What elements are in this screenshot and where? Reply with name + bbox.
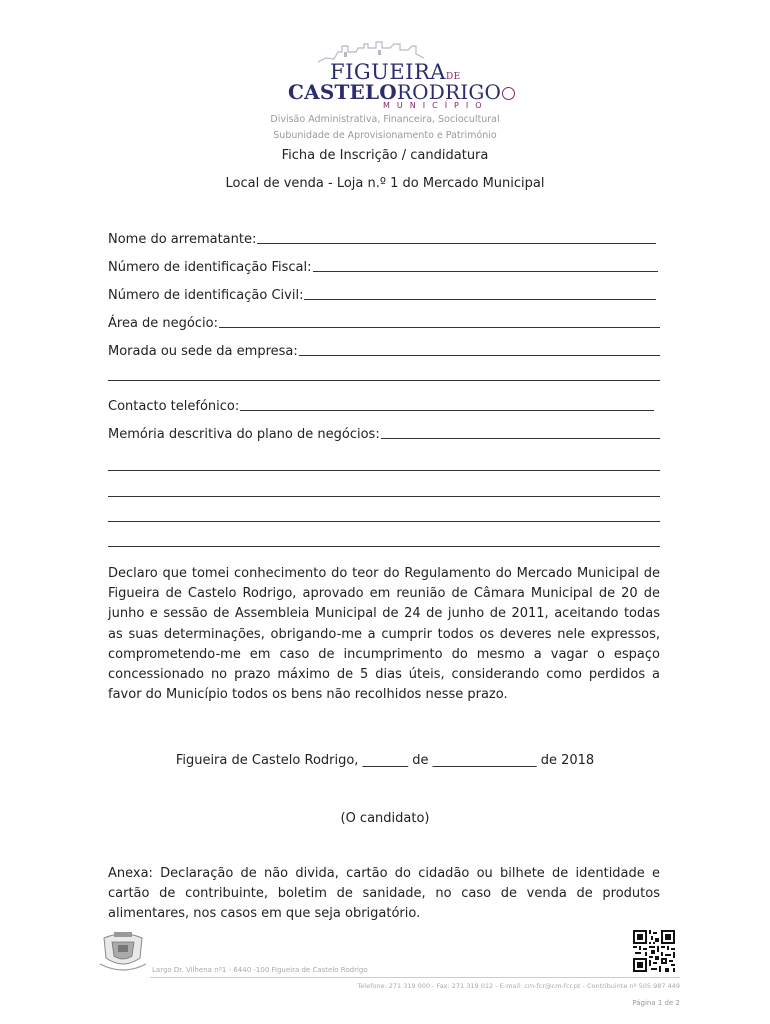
department-line-1: Divisão Administrativa, Financeira, Sociocultural: [270, 114, 500, 125]
field-memoria[interactable]: [108, 424, 660, 442]
fill-line[interactable]: [257, 243, 656, 244]
qr-code-icon: [631, 930, 677, 972]
municipality-logo: [288, 38, 508, 110]
footer-address: Largo Dr. Vilhena nº1 - 6440 -100 Figueira de Castelo Rodrigo: [152, 966, 368, 974]
blank-line[interactable]: [108, 496, 660, 497]
form-title: Ficha de Inscrição / candidatura: [281, 148, 489, 163]
seal-icon: [502, 87, 515, 100]
declaration-paragraph: Declaro que tomei conhecimento do teor do Regulamento do Mercado Municipal de Figueira de Castelo Rodrigo, aprovado em reunião de Câmara Municipal de 20 de junho e sessão de Assembleia Municipal de 24 de junho de 2011, aceitando todas as suas determinações, obrigando-me a cumprir todos os deveres nele expressos, comprometendo-me em caso de incumprimento do mesmo a vagar o espaço concessionado no prazo máximo de 5 dias úteis, considerando como perdidos a favor do Município todos os bens não recolhidos nesse prazo.: [108, 566, 660, 703]
department-line-2: Subunidade de Aprovisionamento e Património: [273, 130, 497, 141]
coat-of-arms-icon: [98, 928, 148, 974]
field-nome-arrematante[interactable]: [108, 229, 656, 247]
fill-line[interactable]: [313, 271, 659, 272]
field-label: Número de identificação Civil:: [108, 288, 304, 303]
fill-line[interactable]: [299, 355, 660, 356]
field-morada[interactable]: [108, 341, 660, 359]
logo-line-castelo-rodrigo: CASTELORODRIGO: [288, 80, 515, 104]
annex-paragraph: Anexa: Declaração de não divida, cartão do cidadão ou bilhete de identidade e cartão de contribuinte, boletim de sanidade, no caso de venda de produtos alimentares, nos casos em que seja obrigatório.: [108, 866, 660, 922]
fill-line[interactable]: [219, 327, 660, 328]
form-subtitle: Local de venda - Loja n.º 1 do Mercado Municipal: [225, 176, 545, 191]
field-nic[interactable]: [108, 285, 656, 303]
footer-divider: [150, 977, 680, 978]
blank-line[interactable]: [108, 380, 660, 381]
blank-line[interactable]: [108, 521, 660, 522]
fill-line[interactable]: [304, 299, 656, 300]
fill-line[interactable]: [381, 438, 660, 439]
field-label: Nome do arrematante:: [108, 232, 257, 247]
footer-contacts: Telefone: 271 319 000 - Fax: 271 319 012 - E-mail: cm-fcr@cm-fcr.pt - Contribuinte nº 505 987 449: [357, 982, 680, 990]
field-label: Número de identificação Fiscal:: [108, 260, 312, 275]
field-area-negocio[interactable]: [108, 313, 660, 331]
field-label: Memória descritiva do plano de negócios:: [108, 427, 380, 442]
blank-line[interactable]: [108, 546, 660, 547]
field-label: Contacto telefónico:: [108, 399, 240, 414]
signature-label: (O candidato): [340, 811, 430, 826]
logo-line-figueira: FIGUEIRADE: [330, 60, 461, 84]
fill-line[interactable]: [240, 410, 654, 411]
field-nif[interactable]: [108, 257, 658, 275]
field-label: Morada ou sede da empresa:: [108, 344, 298, 359]
field-contacto[interactable]: [108, 396, 654, 414]
field-label: Área de negócio:: [108, 316, 218, 331]
page-number: Página 1 de 2: [632, 999, 680, 1007]
blank-line[interactable]: [108, 470, 660, 471]
date-line: Figueira de Castelo Rodrigo, _______ de ________________ de 2018: [175, 753, 595, 768]
logo-line-municipio: MUNICÍPIO: [383, 101, 489, 110]
